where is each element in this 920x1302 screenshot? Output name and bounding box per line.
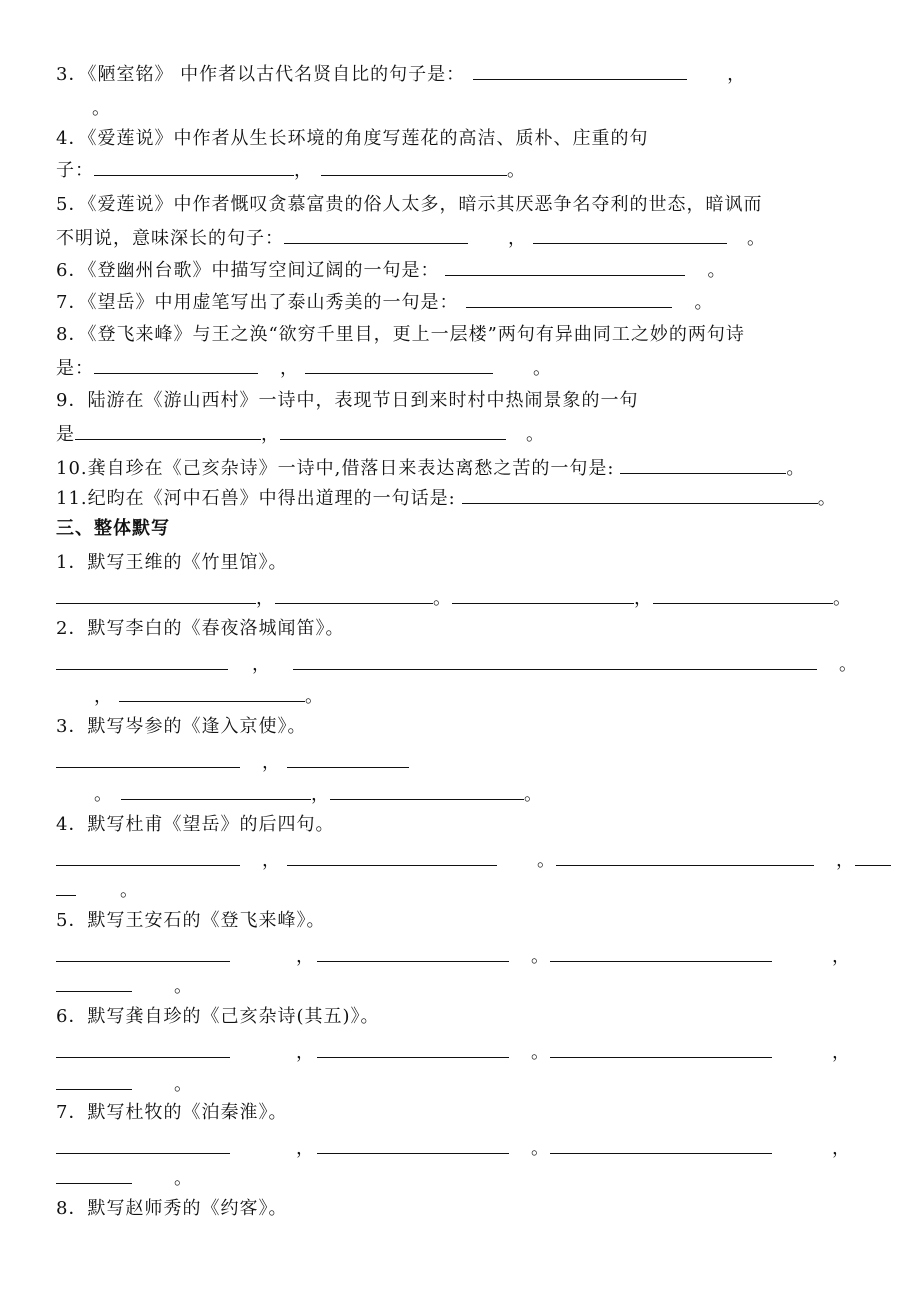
question-10: 10.龚自珍在《己亥杂诗》一诗中,借落日来表达离愁之苦的一句是: 。 [56,454,805,484]
dictation-5-answer-cont: 。 [56,972,193,1002]
answer-blank[interactable] [280,421,506,440]
question-4-cont: 子： ， 。 [56,156,526,186]
answer-blank[interactable] [56,651,228,670]
answer-blank[interactable] [56,943,230,962]
answer-blank[interactable] [121,781,311,800]
dictation-8-prompt: 8．默写赵师秀的《约客》。 [56,1198,288,1219]
question-8: 8．《登飞来峰》与王之涣“欲穷千里目，更上一层楼”两句有异曲同工之妙的两句诗 [56,324,745,345]
answer-blank[interactable] [321,157,507,176]
answer-blank[interactable] [473,61,687,80]
answer-blank[interactable] [94,157,294,176]
answer-blank[interactable] [56,1135,230,1154]
dictation-5-prompt: 5．默写王安石的《登飞来峰》。 [56,910,326,931]
question-9: 9．陆游在《游山西村》一诗中，表现节日到来时村中热闹景象的一句 [56,390,639,411]
dictation-2-prompt: 2．默写李白的《春夜洛城闻笛》。 [56,618,345,639]
answer-blank[interactable] [620,455,786,474]
answer-blank[interactable] [56,973,132,992]
dictation-5-answer: ， 。 ， [56,942,851,972]
answer-blank[interactable] [56,877,76,896]
answer-blank[interactable] [653,585,833,604]
question-5: 5．《爱莲说》中作者慨叹贪慕富贵的俗人太多，暗示其厌恶争名夺利的世态，暗讽而 [56,194,763,215]
question-4: 4．《爱莲说》中作者从生长环境的角度写莲花的高洁、质朴、庄重的句 [56,128,649,149]
answer-blank[interactable] [462,485,818,504]
answer-blank[interactable] [305,355,493,374]
dictation-4-answer: ， 。 ， [56,846,891,876]
answer-blank[interactable] [445,257,685,276]
answer-blank[interactable] [533,225,727,244]
answer-blank[interactable] [317,943,509,962]
question-8-cont: 是： ， 。 [56,354,552,384]
dictation-2-answer-cont: ， 。 [94,682,324,712]
answer-blank[interactable] [550,1039,772,1058]
dictation-4-answer-cont: 。 [56,876,139,906]
answer-blank[interactable] [317,1039,509,1058]
dictation-7-answer-cont: 。 [56,1164,193,1194]
answer-blank[interactable] [94,355,258,374]
dictation-3-prompt: 3．默写岑参的《逢入京使》。 [56,716,307,737]
dictation-4-prompt: 4．默写杜甫《望岳》的后四句。 [56,814,335,835]
answer-blank[interactable] [56,1165,132,1184]
dictation-6-prompt: 6．默写龚自珍的《己亥杂诗(其五)》。 [56,1006,380,1027]
answer-blank[interactable] [550,943,772,962]
question-3-cont: 。 [92,98,111,119]
answer-blank[interactable] [452,585,634,604]
answer-blank[interactable] [75,421,261,440]
answer-blank[interactable] [56,1039,230,1058]
dictation-7-prompt: 7．默写杜牧的《泊秦淮》。 [56,1102,288,1123]
answer-blank[interactable] [56,585,256,604]
question-11: 11.纪昀在《河中石兽》中得出道理的一句话是: 。 [56,484,837,514]
dictation-1-answer: ， 。 ， 。 [56,584,852,614]
answer-blank[interactable] [56,847,240,866]
answer-blank[interactable] [287,749,409,768]
answer-blank[interactable] [284,225,468,244]
question-7: 7．《望岳》中用虚笔写出了泰山秀美的一句是： 。 [56,288,713,318]
dictation-3-answer-cont: 。 ， 。 [94,780,543,810]
section-title: 三、整体默写 [56,518,170,539]
dictation-7-answer: ， 。 ， [56,1134,851,1164]
question-5-cont: 不明说，意味深长的句子： ， 。 [56,224,766,254]
question-6: 6．《登幽州台歌》中描写空间辽阔的一句是： 。 [56,256,726,286]
dictation-2-answer: ， 。 [56,650,858,680]
answer-blank[interactable] [855,847,891,866]
question-9-cont: 是 ， 。 [56,420,545,450]
answer-blank[interactable] [317,1135,509,1154]
dictation-6-answer: ， 。 ， [56,1038,851,1068]
answer-blank[interactable] [56,1071,132,1090]
answer-blank[interactable] [275,585,433,604]
answer-blank[interactable] [466,289,672,308]
answer-blank[interactable] [119,683,305,702]
answer-blank[interactable] [287,847,497,866]
answer-blank[interactable] [56,749,240,768]
answer-blank[interactable] [556,847,814,866]
answer-blank[interactable] [550,1135,772,1154]
dictation-3-answer: ， [56,748,409,778]
answer-blank[interactable] [293,651,817,670]
dictation-6-answer-cont: 。 [56,1070,193,1100]
dictation-1-prompt: 1．默写王维的《竹里馆》。 [56,552,288,573]
answer-blank[interactable] [330,781,524,800]
question-3: 3．《陋室铭》 中作者以古代名贤自比的句子是： ， [56,60,746,90]
